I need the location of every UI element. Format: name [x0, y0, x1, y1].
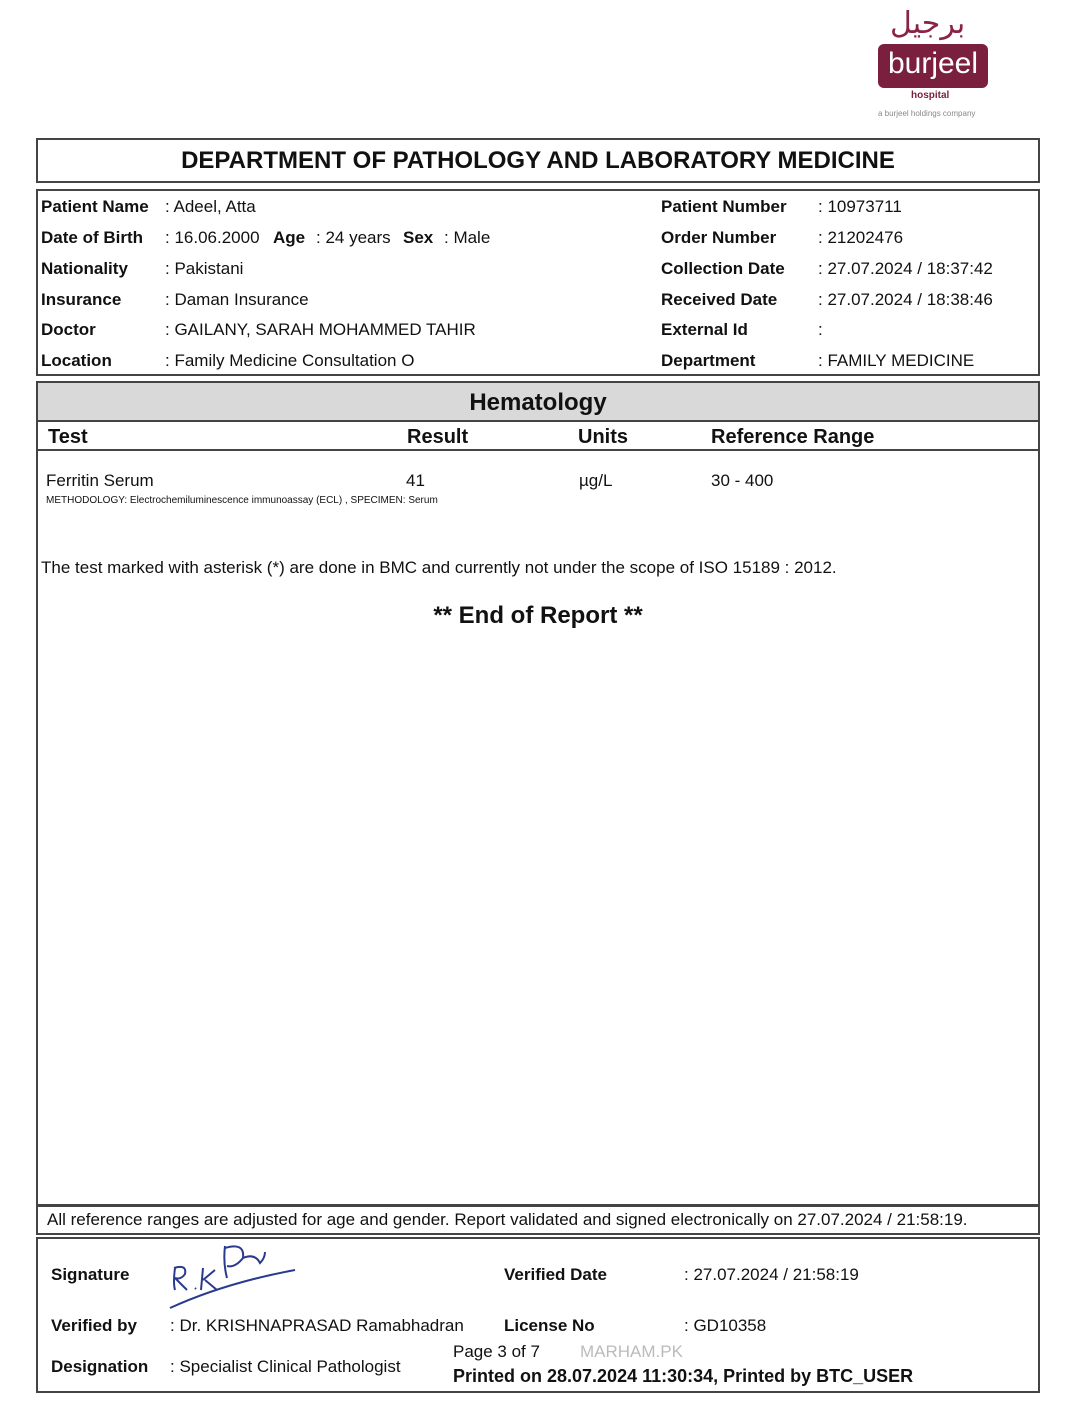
label-signature: Signature	[51, 1265, 130, 1284]
section-title: Hematology	[469, 389, 607, 416]
verified-by: : Dr. KRISHNAPRASAD Ramabhadran	[170, 1316, 464, 1335]
col-units: Units	[578, 426, 628, 448]
nationality: : Pakistani	[165, 259, 244, 278]
patient-number: : 10973711	[818, 197, 902, 216]
col-reference: Reference Range	[711, 426, 875, 448]
label-age: Age	[273, 228, 306, 247]
label-verified-date: Verified Date	[504, 1265, 607, 1284]
test-name: Ferritin Serum	[46, 471, 154, 490]
header-divider	[38, 449, 1038, 451]
label-nationality: Nationality	[41, 259, 128, 278]
signature-image	[165, 1238, 300, 1313]
section-header	[38, 383, 1038, 422]
watermark: MARHAM.PK	[580, 1342, 683, 1361]
location: : Family Medicine Consultation O	[165, 351, 415, 370]
patient-info	[36, 189, 1040, 376]
col-result: Result	[407, 426, 469, 448]
logo-arabic: برجيل	[890, 6, 966, 41]
department: : FAMILY MEDICINE	[818, 351, 975, 370]
received-date: : 27.07.2024 / 18:38:46	[818, 290, 993, 309]
age: : 24 years	[316, 228, 391, 247]
label-license: License No	[504, 1316, 595, 1335]
label-insurance: Insurance	[41, 290, 122, 309]
verified-date: : 27.07.2024 / 21:58:19	[684, 1265, 859, 1284]
page-number: Page 3 of 7	[453, 1342, 540, 1361]
patient-name: : Adeel, Atta	[165, 197, 256, 216]
col-test: Test	[48, 426, 88, 448]
doctor: : GAILANY, SARAH MOHAMMED TAHIR	[165, 320, 476, 339]
label-patient-number: Patient Number	[661, 197, 787, 216]
sex: : Male	[444, 228, 491, 247]
label-dob: Date of Birth	[41, 228, 143, 247]
logo-name: burjeel	[878, 44, 988, 88]
label-sex: Sex	[403, 228, 434, 247]
label-received-date: Received Date	[661, 290, 778, 309]
label-external-id: External Id	[661, 320, 748, 339]
license-no: : GD10358	[684, 1316, 767, 1335]
external-id: :	[818, 320, 823, 339]
insurance: : Daman Insurance	[165, 290, 309, 309]
test-result: 41	[406, 471, 425, 490]
label-patient-name: Patient Name	[41, 197, 149, 216]
order-number: : 21202476	[818, 228, 904, 247]
page-title: DEPARTMENT OF PATHOLOGY AND LABORATORY MEDICINE	[181, 147, 895, 174]
test-methodology: METHODOLOGY: Electrochemiluminescence immunoassay (ECL) , SPECIMEN: Serum	[46, 495, 438, 506]
label-verified-by: Verified by	[51, 1316, 137, 1335]
footer-note-box	[36, 1204, 1040, 1235]
test-range: 30 - 400	[711, 471, 774, 490]
footer-note: All reference ranges are adjusted for age and gender. Report validated and signed electronically on 27.07.2024 / 21:58:19.	[47, 1210, 968, 1229]
label-doctor: Doctor	[41, 320, 96, 339]
iso-note: The test marked with asterisk (*) are done in BMC and currently not under the scope of ISO 15189 : 2012.	[41, 558, 837, 577]
end-of-report: ** End of Report **	[433, 602, 643, 629]
label-department: Department	[661, 351, 756, 370]
logo-sub: hospital	[911, 90, 950, 101]
printed-on: Printed on 28.07.2024 11:30:34, Printed by BTC_USER	[453, 1366, 914, 1386]
collection-date: : 27.07.2024 / 18:37:42	[818, 259, 993, 278]
logo-tagline: a burjeel holdings company	[878, 109, 976, 118]
designation: : Specialist Clinical Pathologist	[170, 1357, 401, 1376]
label-designation: Designation	[51, 1357, 149, 1376]
title-box	[36, 138, 1040, 183]
label-location: Location	[41, 351, 112, 370]
label-collection-date: Collection Date	[661, 259, 785, 278]
dob: : 16.06.2000	[165, 228, 260, 247]
label-order-number: Order Number	[661, 228, 777, 247]
test-units: µg/L	[579, 471, 613, 490]
